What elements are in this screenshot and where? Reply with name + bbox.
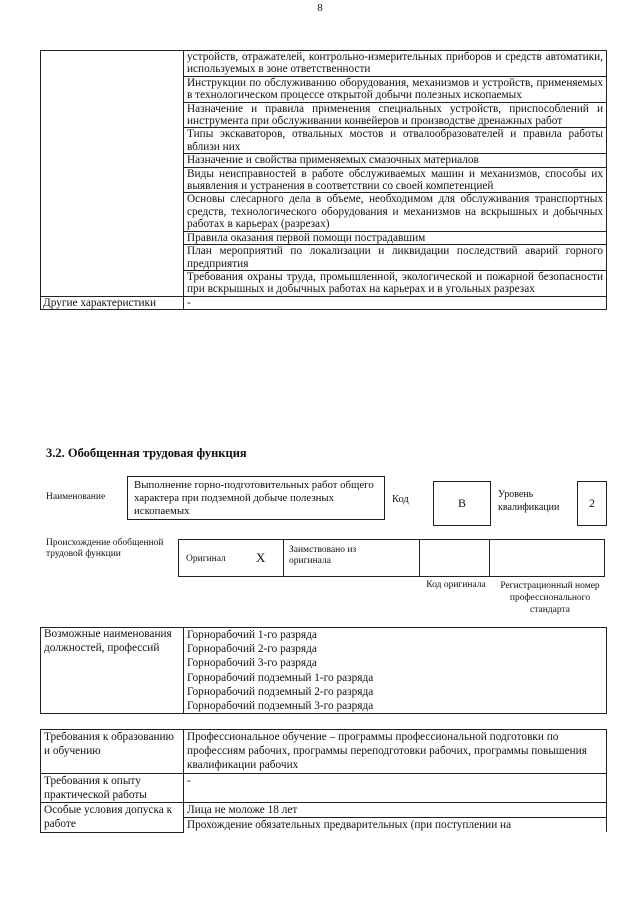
knowledge-item: План мероприятий по локализации и ликвидации последствий аварий горного предприятия bbox=[184, 245, 607, 271]
knowledge-item: Виды неисправностей в работе обслуживаемых машин и механизмов, способы их выявления и устранения в соответствии со своей компетенцией bbox=[184, 167, 607, 193]
conditions-value: Лица не моложе 18 лет bbox=[184, 803, 607, 818]
list-item: Горнорабочий 2-го разряда bbox=[187, 643, 317, 656]
knowledge-item: устройств, отражателей, контрольно-измерительных приборов и средств автоматики, используемых в зоне ответственности bbox=[184, 51, 607, 77]
list-item: Горнорабочий подземный 2-го разряда bbox=[187, 685, 374, 698]
experience-label: Требования к опыту практической работы bbox=[41, 773, 184, 802]
section-title: 3.2. Обобщенная трудовая функция bbox=[46, 446, 247, 460]
borrowed-label: Заимствовано из оригинала bbox=[289, 545, 357, 566]
knowledge-item: Правила оказания первой помощи пострадавшим bbox=[184, 231, 607, 244]
original-mark: X bbox=[256, 550, 266, 565]
other-characteristics-label: Другие характеристики bbox=[41, 296, 184, 309]
positions-list bbox=[184, 628, 607, 714]
table-row bbox=[41, 296, 607, 309]
table-row bbox=[41, 51, 607, 77]
positions-label: Возможные наименования должностей, профессий bbox=[41, 628, 184, 714]
education-label: Требования к образованию и обучению bbox=[41, 730, 184, 774]
name-label: Наименование bbox=[46, 492, 106, 502]
divider bbox=[283, 540, 284, 576]
requirements-table bbox=[40, 729, 607, 833]
experience-value: - bbox=[184, 773, 607, 802]
other-characteristics-value: - bbox=[184, 296, 607, 309]
divider bbox=[489, 540, 490, 576]
list-item: Горнорабочий 1-го разряда bbox=[187, 629, 317, 641]
origin-label: Происхождение обобщенной трудовой функции bbox=[46, 538, 164, 559]
table-row bbox=[41, 730, 607, 774]
code-value: B bbox=[433, 481, 491, 526]
divider bbox=[419, 540, 420, 576]
conditions-value: Прохождение обязательных предварительных (при поступлении на bbox=[184, 818, 607, 833]
table-row bbox=[41, 803, 607, 818]
name-value: Выполнение горно-подготовительных работ общего характера при подземной добыче полезных ископаемых bbox=[127, 476, 385, 520]
level-value: 2 bbox=[577, 481, 607, 526]
list-item: Горнорабочий подземный 3-го разряда bbox=[187, 700, 374, 713]
table-cell-empty bbox=[41, 51, 184, 297]
knowledge-item: Назначение и свойства применяемых смазочных материалов bbox=[184, 154, 607, 167]
original-label: Оригинал bbox=[186, 554, 226, 564]
code-original-caption: Код оригинала bbox=[426, 580, 486, 590]
positions-table bbox=[40, 627, 607, 714]
table-row bbox=[41, 773, 607, 802]
code-label: Код bbox=[392, 494, 409, 505]
education-value: Профессиональное обучение – программы профессиональной подготовки по профессиям рабочих, программы переподготовки рабочих, программы повышения квалификации рабочих bbox=[184, 730, 607, 774]
table-row bbox=[41, 628, 607, 714]
reg-number-caption: Регистрационный номер профессионального стандарта bbox=[500, 581, 600, 615]
origin-box bbox=[178, 539, 605, 577]
knowledge-item: Инструкции по обслуживанию оборудования, механизмов и устройств, применяемых в технологическом процессе открытой добычи полезных ископаемых bbox=[184, 76, 607, 102]
knowledge-item: Основы слесарного дела в объеме, необходимом для обслуживания транспортных средств, технологического оборудования и механизмов на вскрышных и добычных работах в карьерах (разрезах) bbox=[184, 193, 607, 231]
knowledge-item: Назначение и правила применения специальных устройств, приспособлений и инструмента при обслуживании конвейеров и производстве дренажных работ bbox=[184, 102, 607, 128]
conditions-label: Особые условия допуска к работе bbox=[41, 803, 184, 833]
list-item: Горнорабочий подземный 1-го разряда bbox=[187, 671, 374, 684]
knowledge-table bbox=[40, 50, 607, 310]
level-label: Уровень квалификации bbox=[498, 489, 560, 513]
knowledge-item: Требования охраны труда, промышленной, экологической и пожарной безопасности при вскрышных и добычных работах на карьерах и в угольных разрезах bbox=[184, 270, 607, 296]
list-item: Горнорабочий 3-го разряда bbox=[187, 657, 317, 670]
page-number: 8 bbox=[317, 2, 323, 14]
knowledge-item: Типы экскаваторов, отвальных мостов и отвалообразователей и правила работы вблизи них bbox=[184, 128, 607, 154]
